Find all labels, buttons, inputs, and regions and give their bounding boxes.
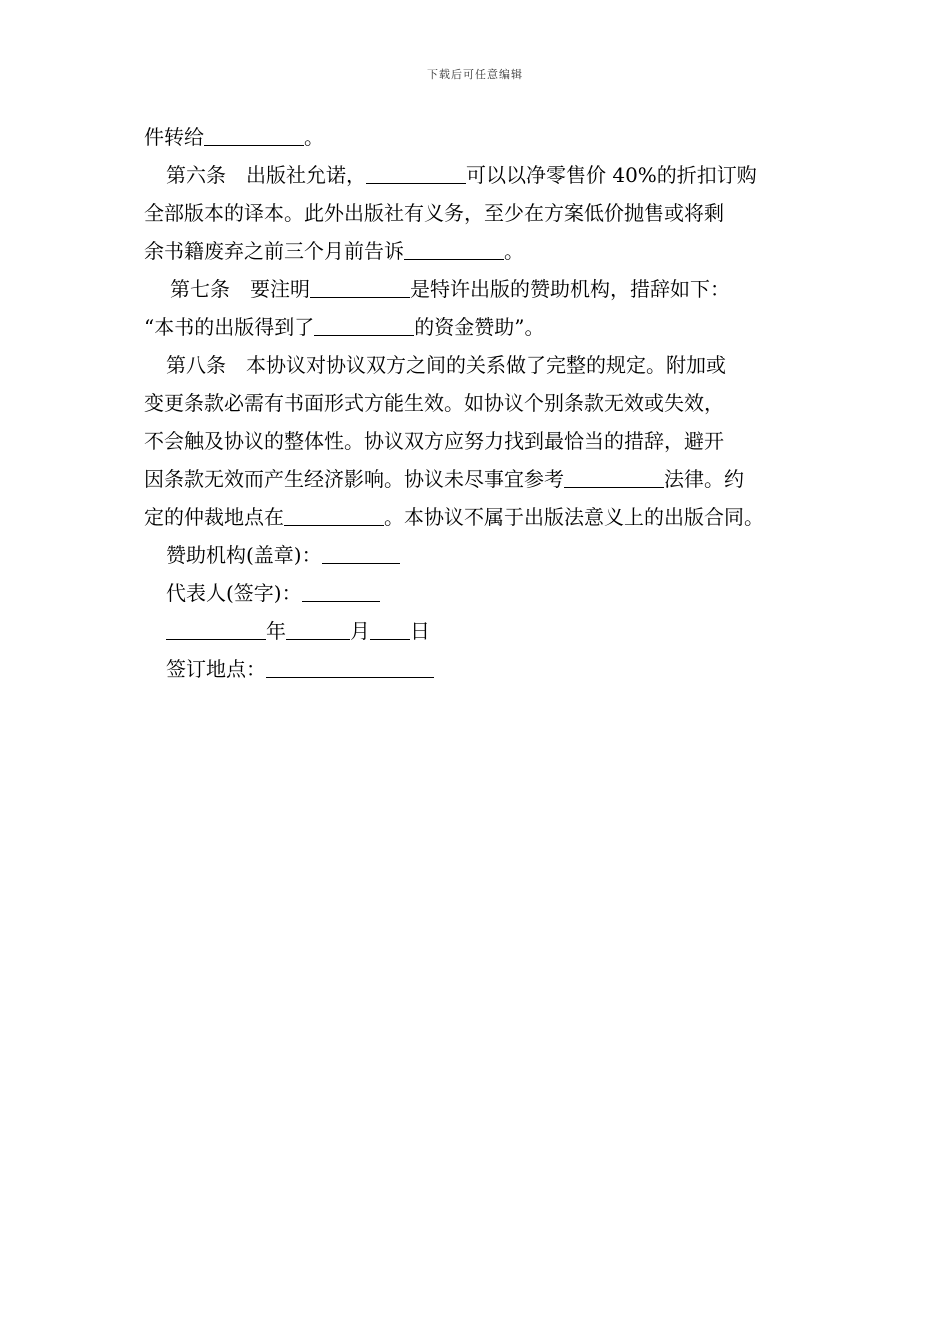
text-segment: 定的仲裁地点在: [144, 505, 284, 529]
fill-blank: [366, 163, 466, 184]
fill-blank: [204, 125, 304, 146]
paragraph-line: [144, 118, 824, 156]
paragraph-line: [144, 232, 824, 270]
text-segment: 第七条 要注明: [170, 277, 310, 301]
fill-blank: [404, 239, 504, 260]
year-blank: [166, 619, 266, 640]
sponsor-blank: [322, 543, 400, 564]
place-label: 签订地点：: [166, 657, 266, 681]
representative-label: 代表人(签字)：: [166, 581, 302, 605]
paragraph-line: [144, 460, 824, 498]
sponsor-label: 赞助机构(盖章)：: [166, 543, 322, 567]
day-blank: [370, 619, 410, 640]
month-blank: [286, 619, 350, 640]
text-segment: 第八条 本协议对协议双方之间的关系做了完整的规定。附加或: [166, 353, 726, 377]
text-segment: 法律。约: [664, 467, 744, 491]
representative-signature-line: [144, 574, 824, 612]
document-body: [144, 118, 824, 688]
paragraph-line: [144, 308, 824, 346]
place-blank: [266, 657, 434, 678]
day-label: 日: [410, 619, 430, 643]
article-six: [144, 156, 824, 194]
text-segment: 不会触及协议的整体性。协议双方应努力找到最恰当的措辞，避开: [144, 429, 724, 453]
fill-blank: [310, 277, 410, 298]
paragraph-line: [144, 384, 824, 422]
text-segment: 第六条 出版社允诺，: [166, 163, 366, 187]
header-note: 下载后可任意编辑: [427, 68, 523, 81]
article-eight: [144, 346, 824, 384]
fill-blank: [284, 505, 384, 526]
text-segment: 件转给: [144, 125, 204, 149]
article-seven: [144, 270, 824, 308]
text-segment: 。: [304, 125, 324, 149]
representative-blank: [302, 581, 380, 602]
paragraph-line: [144, 422, 824, 460]
paragraph-line: [144, 498, 824, 536]
year-label: 年: [266, 619, 286, 643]
month-label: 月: [350, 619, 370, 643]
signing-place-line: [144, 650, 824, 688]
text-segment: 余书籍废弃之前三个月前告诉: [144, 239, 404, 263]
text-segment: 全部版本的译本。此外出版社有义务，至少在方案低价抛售或将剩: [144, 201, 724, 225]
fill-blank: [564, 467, 664, 488]
text-segment: 的资金赞助”。: [414, 315, 545, 339]
fill-blank: [314, 315, 414, 336]
text-segment: 可以以净零售价 40%的折扣订购: [466, 163, 757, 187]
text-segment: 变更条款必需有书面形式方能生效。如协议个别条款无效或失效，: [144, 391, 724, 415]
sponsor-signature-line: [144, 536, 824, 574]
date-line: [144, 612, 824, 650]
text-segment: 是特许出版的赞助机构，措辞如下：: [410, 277, 730, 301]
text-segment: “本书的出版得到了: [144, 315, 315, 339]
paragraph-line: [144, 194, 824, 232]
text-segment: 因条款无效而产生经济影响。协议未尽事宜参考: [144, 467, 564, 491]
text-segment: 。: [504, 239, 524, 263]
text-segment: 。本协议不属于出版法意义上的出版合同。: [384, 505, 764, 529]
